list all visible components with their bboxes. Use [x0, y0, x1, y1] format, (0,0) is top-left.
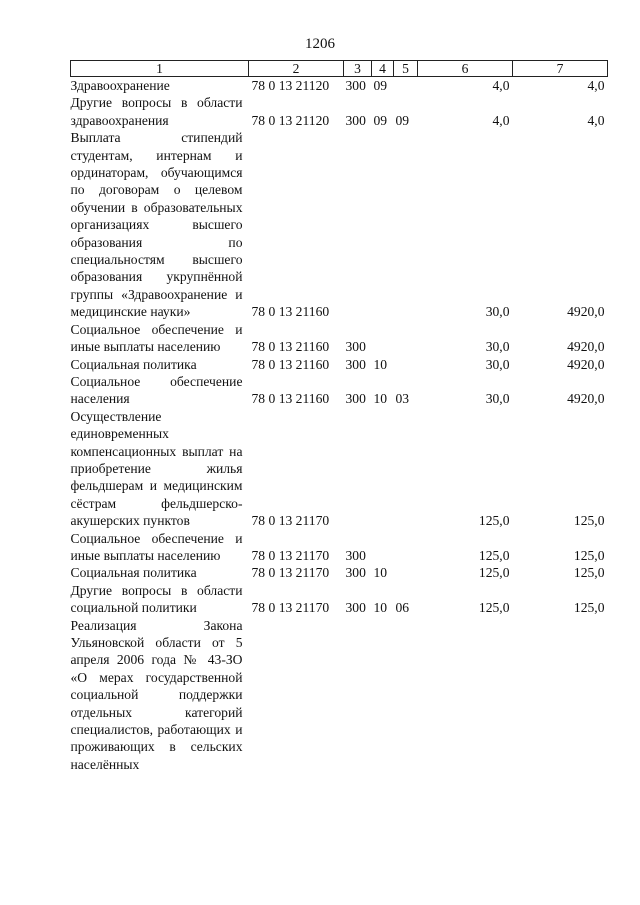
section: 09 [373, 112, 388, 128]
amount-col6: 4,0 [492, 112, 510, 128]
expense-type: 300 [345, 600, 366, 616]
amount-col7: 125,0 [573, 600, 605, 616]
amount-col7: 4920,0 [567, 391, 605, 407]
amount-col7: 4920,0 [567, 304, 605, 320]
column-header-4: 4 [372, 61, 394, 77]
subsection [394, 617, 418, 774]
section [372, 408, 394, 530]
table-row [71, 94, 608, 129]
amount-col7 [513, 617, 608, 774]
row-name: Социальное обеспечение и иные выплаты населению [70, 321, 243, 355]
expense-type: 300 [345, 339, 366, 355]
table-row [71, 564, 608, 581]
table-row [71, 373, 608, 408]
amount-col6: 125,0 [478, 600, 510, 616]
expense-type: 300 [345, 565, 366, 581]
row-name: Социальная политика [70, 565, 197, 581]
amount-col6 [418, 617, 513, 774]
section: 10 [373, 356, 388, 372]
table-row [71, 582, 608, 617]
amount-col6: 30,0 [485, 304, 510, 320]
row-name: Здравоохранение [70, 78, 170, 93]
subsection [394, 321, 418, 356]
amount-col7: 125,0 [573, 547, 605, 563]
subsection: 03 [395, 391, 410, 407]
row-name: Социальное обеспечение населения [70, 373, 243, 407]
row-name: Выплата стипендий студентам, интернам и ординаторам, обучающимся по договорам о целевом обучении в образовательных организациях высшего образования по специальностям высшего образования укрупнённой группы «Здравоохранение и медицинские науки» [70, 130, 243, 320]
expense-type: 300 [345, 391, 366, 407]
column-header-3: 3 [344, 61, 372, 77]
column-header-7: 7 [513, 61, 608, 77]
column-header-6: 6 [418, 61, 513, 77]
header-row [71, 61, 608, 77]
subsection: 06 [395, 600, 410, 616]
row-name: Социальная политика [70, 356, 197, 372]
page-number: 1206 [305, 36, 335, 52]
column-header-1: 1 [71, 61, 249, 77]
row-name: Реализация Закона Ульяновской области от 5 апреля 2006 года № 43-ЗО «О мерах государственной социальной поддержки отдельных категорий специалистов, работающих и проживающих в сельских населённых [70, 617, 243, 772]
subsection [394, 129, 418, 320]
table-row [71, 321, 608, 356]
amount-col7: 4,0 [587, 78, 605, 93]
amount-col7: 4920,0 [567, 339, 605, 355]
target-code: 78 0 13 21170 [251, 513, 330, 529]
expense-type: 300 [345, 78, 366, 93]
amount-col6: 4,0 [492, 78, 510, 93]
budget-table [70, 60, 608, 773]
section [372, 129, 394, 320]
amount-col7: 4,0 [587, 112, 605, 128]
column-header-5: 5 [394, 61, 418, 77]
amount-col7: 125,0 [573, 565, 605, 581]
target-code: 78 0 13 21160 [251, 304, 330, 320]
table-row [71, 408, 608, 530]
expense-type [344, 408, 372, 530]
table-row [71, 617, 608, 774]
table-row [71, 356, 608, 373]
subsection [394, 530, 418, 565]
expense-type [344, 129, 372, 320]
amount-col6: 125,0 [478, 565, 510, 581]
expense-type: 300 [345, 356, 366, 372]
row-name: Социальное обеспечение и иные выплаты населению [70, 530, 243, 563]
subsection [394, 356, 418, 373]
amount-col6: 30,0 [485, 391, 510, 407]
section: 10 [373, 600, 388, 616]
section [372, 321, 394, 356]
section: 09 [373, 78, 388, 93]
amount-col6: 125,0 [478, 547, 510, 563]
target-code: 78 0 13 21170 [251, 600, 330, 616]
amount-col6: 125,0 [478, 513, 510, 529]
target-code: 78 0 13 21160 [251, 339, 330, 355]
target-code: 78 0 13 21120 [251, 112, 330, 128]
amount-col7: 4920,0 [567, 356, 605, 372]
row-name: Осуществление единовременных компенсационных выплат на приобретение жилья фельдшерам и медицинским сёстрам фельдшерско-акушерских пунктов [70, 408, 243, 529]
column-header-2: 2 [249, 61, 344, 77]
subsection: 09 [395, 112, 410, 128]
target-code [249, 617, 344, 774]
table-row [71, 530, 608, 565]
subsection [394, 564, 418, 581]
expense-type: 300 [345, 547, 366, 563]
target-code: 78 0 13 21160 [251, 391, 330, 407]
subsection [394, 408, 418, 530]
section [372, 617, 394, 774]
amount-col6: 30,0 [485, 356, 510, 372]
section: 10 [373, 391, 388, 407]
row-name: Другие вопросы в области социальной политики [70, 582, 243, 616]
table-row [71, 129, 608, 320]
expense-type [344, 617, 372, 774]
section [372, 530, 394, 565]
amount-col6: 30,0 [485, 339, 510, 355]
target-code: 78 0 13 21120 [251, 78, 330, 93]
amount-col7: 125,0 [573, 513, 605, 529]
subsection [394, 77, 418, 95]
row-name: Другие вопросы в области здравоохранения [70, 95, 243, 128]
table-body [71, 77, 608, 774]
target-code: 78 0 13 21170 [251, 565, 330, 581]
expense-type: 300 [345, 112, 366, 128]
table-row [71, 77, 608, 95]
table-header [71, 61, 608, 77]
target-code: 78 0 13 21170 [251, 547, 330, 563]
section: 10 [373, 565, 388, 581]
target-code: 78 0 13 21160 [251, 356, 330, 372]
